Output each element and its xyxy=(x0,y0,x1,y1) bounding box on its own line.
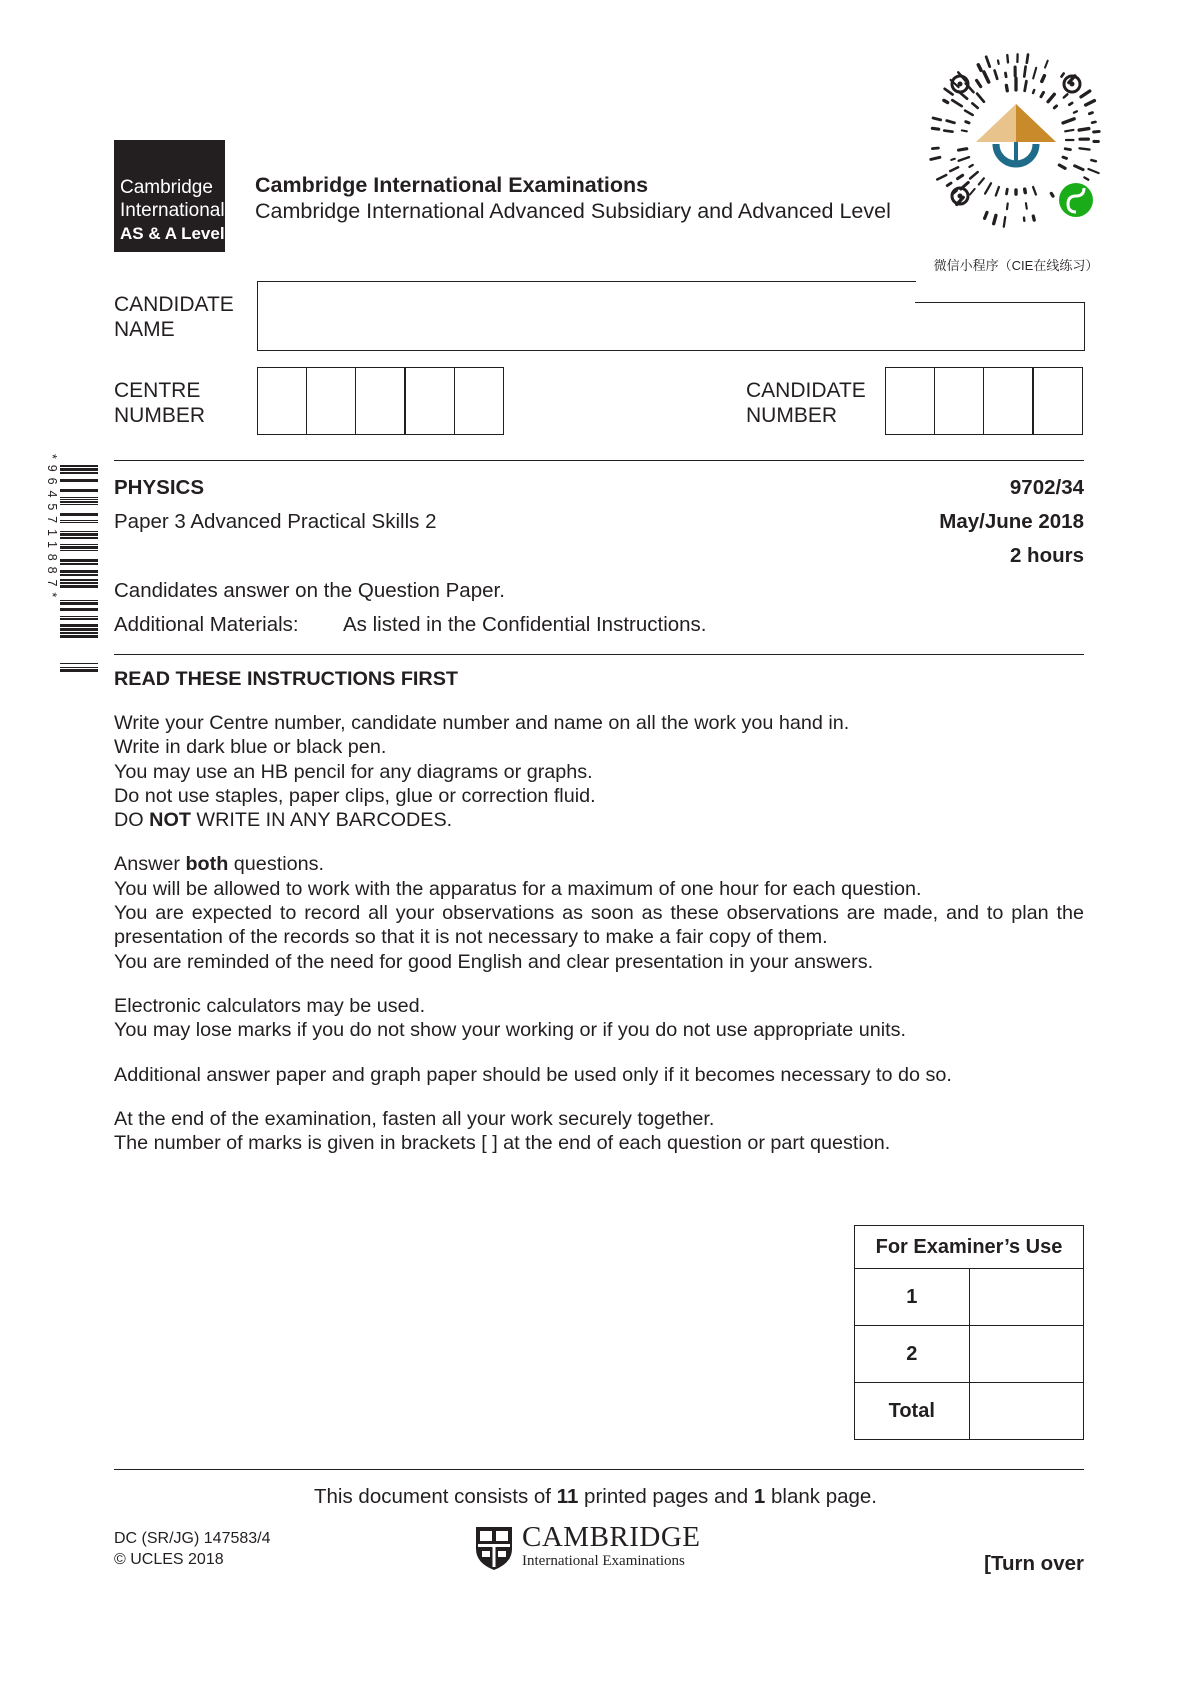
crest-icon xyxy=(474,1525,514,1571)
note-number: 11 xyxy=(556,1485,579,1508)
wechat-miniprogram-code-icon xyxy=(924,48,1108,232)
instruction-line: Additional answer paper and graph paper should be used only if it becomes necessary to do so. xyxy=(114,1063,952,1086)
divider xyxy=(114,654,1084,655)
instruction-text: Answer xyxy=(114,853,186,876)
exam-board-title: Cambridge International Examinations xyxy=(255,173,649,197)
qr-caption: 微信小程序（CIE在线练习） xyxy=(933,258,1099,273)
instructions-heading: READ THESE INSTRUCTIONS FIRST xyxy=(114,668,458,690)
barcode-digits: *9645711887* xyxy=(45,454,59,604)
instruction-line: You may use an HB pencil for any diagrams or graphs. xyxy=(114,760,593,783)
instructions-body xyxy=(114,711,1084,1175)
name-box-top-rule xyxy=(257,281,916,282)
paper-code: 9702/34 xyxy=(1009,476,1084,499)
candidate-number-cell[interactable] xyxy=(983,367,1034,435)
instruction-line: At the end of the examination, fasten all your work securely together. xyxy=(114,1107,715,1130)
instruction-line xyxy=(114,852,1084,876)
instruction-line: Do not use staples, paper clips, glue or correction fluid. xyxy=(114,784,596,807)
candidate-number-cell[interactable] xyxy=(1032,367,1083,435)
subject: PHYSICS xyxy=(114,476,204,499)
centre-number-cell[interactable] xyxy=(257,367,308,435)
instructions-paragraph-2 xyxy=(114,852,1084,973)
candidate-name-label-line1: CANDIDATE xyxy=(114,293,234,316)
instruction-line: You will be allowed to work with the apparatus for a maximum of one hour for each question. xyxy=(114,877,922,900)
note-text: This document consists of xyxy=(314,1485,557,1508)
instruction-emphasis: NOT xyxy=(149,809,191,832)
examiner-row-label: 1 xyxy=(855,1269,970,1326)
candidate-name-label xyxy=(114,292,234,342)
note-text: blank page. xyxy=(765,1485,877,1508)
copyright: © UCLES 2018 xyxy=(114,1551,224,1568)
note-number: 1 xyxy=(753,1485,766,1508)
instruction-text: DO xyxy=(114,809,150,832)
instruction-emphasis: both xyxy=(185,853,229,876)
instructions-paragraph-5 xyxy=(114,1107,1084,1156)
note-text: printed pages and xyxy=(578,1485,754,1508)
centre-number-label-line2: NUMBER xyxy=(114,404,206,427)
candidate-number-cell[interactable] xyxy=(934,367,985,435)
instruction-line: You are expected to record all your observations as soon as these observations are made, and to plan the presentation of the records so that it is not necessary to make a fair copy of them. xyxy=(114,902,1084,949)
centre-number-cell[interactable] xyxy=(306,367,357,435)
examiner-row-label: Total xyxy=(855,1383,970,1440)
candidate-number-cell[interactable] xyxy=(885,367,936,435)
instruction-line: You are reminded of the need for good English and clear presentation in your answers. xyxy=(114,950,874,973)
examiner-mark-cell[interactable] xyxy=(969,1326,1084,1383)
logo-line-3: AS & A Level xyxy=(120,224,225,243)
exam-session: May/June 2018 xyxy=(939,510,1084,533)
cambridge-crest-logo xyxy=(474,1523,719,1571)
centre-number-cell[interactable] xyxy=(355,367,406,435)
name-box-left-edge xyxy=(257,281,258,303)
examiners-use-table xyxy=(854,1225,1084,1440)
instructions-paragraph-3 xyxy=(114,994,1084,1043)
examiner-mark-cell[interactable] xyxy=(969,1269,1084,1326)
examiner-row-label: 2 xyxy=(855,1326,970,1383)
exam-duration: 2 hours xyxy=(1009,544,1084,567)
answer-note: Candidates answer on the Question Paper. xyxy=(114,579,505,602)
centre-number-cell[interactable] xyxy=(454,367,505,435)
instruction-line: Electronic calculators may be used. xyxy=(114,994,426,1017)
crest-logo-subtitle: International Examinations xyxy=(522,1553,685,1569)
divider xyxy=(114,1469,1084,1470)
centre-number-label xyxy=(114,378,205,428)
instruction-line: The number of marks is given in brackets [ ] at the end of each question or part question. xyxy=(114,1132,891,1155)
candidate-number-label-line2: NUMBER xyxy=(746,404,838,427)
qualification-title: Cambridge International Advanced Subsidiary and Advanced Level xyxy=(255,199,891,223)
examiner-mark-cell[interactable] xyxy=(969,1383,1084,1440)
document-reference: DC (SR/JG) 147583/4 xyxy=(114,1530,271,1547)
instruction-line: Write your Centre number, candidate number and name on all the work you hand in. xyxy=(114,712,850,734)
candidate-name-label-line2: NAME xyxy=(114,318,175,341)
page-count-note xyxy=(0,1485,1191,1509)
cambridge-international-logo xyxy=(114,140,225,252)
centre-number-cell[interactable] xyxy=(404,367,455,435)
centre-number-field[interactable] xyxy=(258,367,504,435)
instructions-paragraph-4 xyxy=(114,1063,1084,1087)
instruction-line: You may lose marks if you do not show your working or if you do not use appropriate units. xyxy=(114,1019,907,1042)
materials-value: As listed in the Confidential Instructions. xyxy=(343,613,707,636)
instruction-line xyxy=(114,808,1084,832)
instruction-line: Write in dark blue or black pen. xyxy=(114,736,387,759)
candidate-number-field[interactable] xyxy=(886,367,1083,435)
instruction-text: WRITE IN ANY BARCODES. xyxy=(190,809,453,832)
barcode xyxy=(42,452,98,679)
examiners-use-heading: For Examiner’s Use xyxy=(855,1226,1084,1269)
divider xyxy=(114,460,1084,461)
crest-logo-wordmark: CAMBRIDGE xyxy=(522,1521,701,1553)
instructions-paragraph-1 xyxy=(114,711,1084,832)
materials-label: Additional Materials: xyxy=(114,613,299,636)
logo-line-1: Cambridge xyxy=(120,177,213,198)
candidate-name-field[interactable] xyxy=(257,302,1085,351)
turn-over: [Turn over xyxy=(984,1552,1084,1575)
centre-number-label-line1: CENTRE xyxy=(114,379,201,402)
candidate-number-label xyxy=(746,378,866,428)
instruction-text: questions. xyxy=(228,853,324,876)
candidate-number-label-line1: CANDIDATE xyxy=(746,379,866,402)
paper-title: Paper 3 Advanced Practical Skills 2 xyxy=(114,510,437,533)
logo-line-2: International xyxy=(120,200,225,221)
